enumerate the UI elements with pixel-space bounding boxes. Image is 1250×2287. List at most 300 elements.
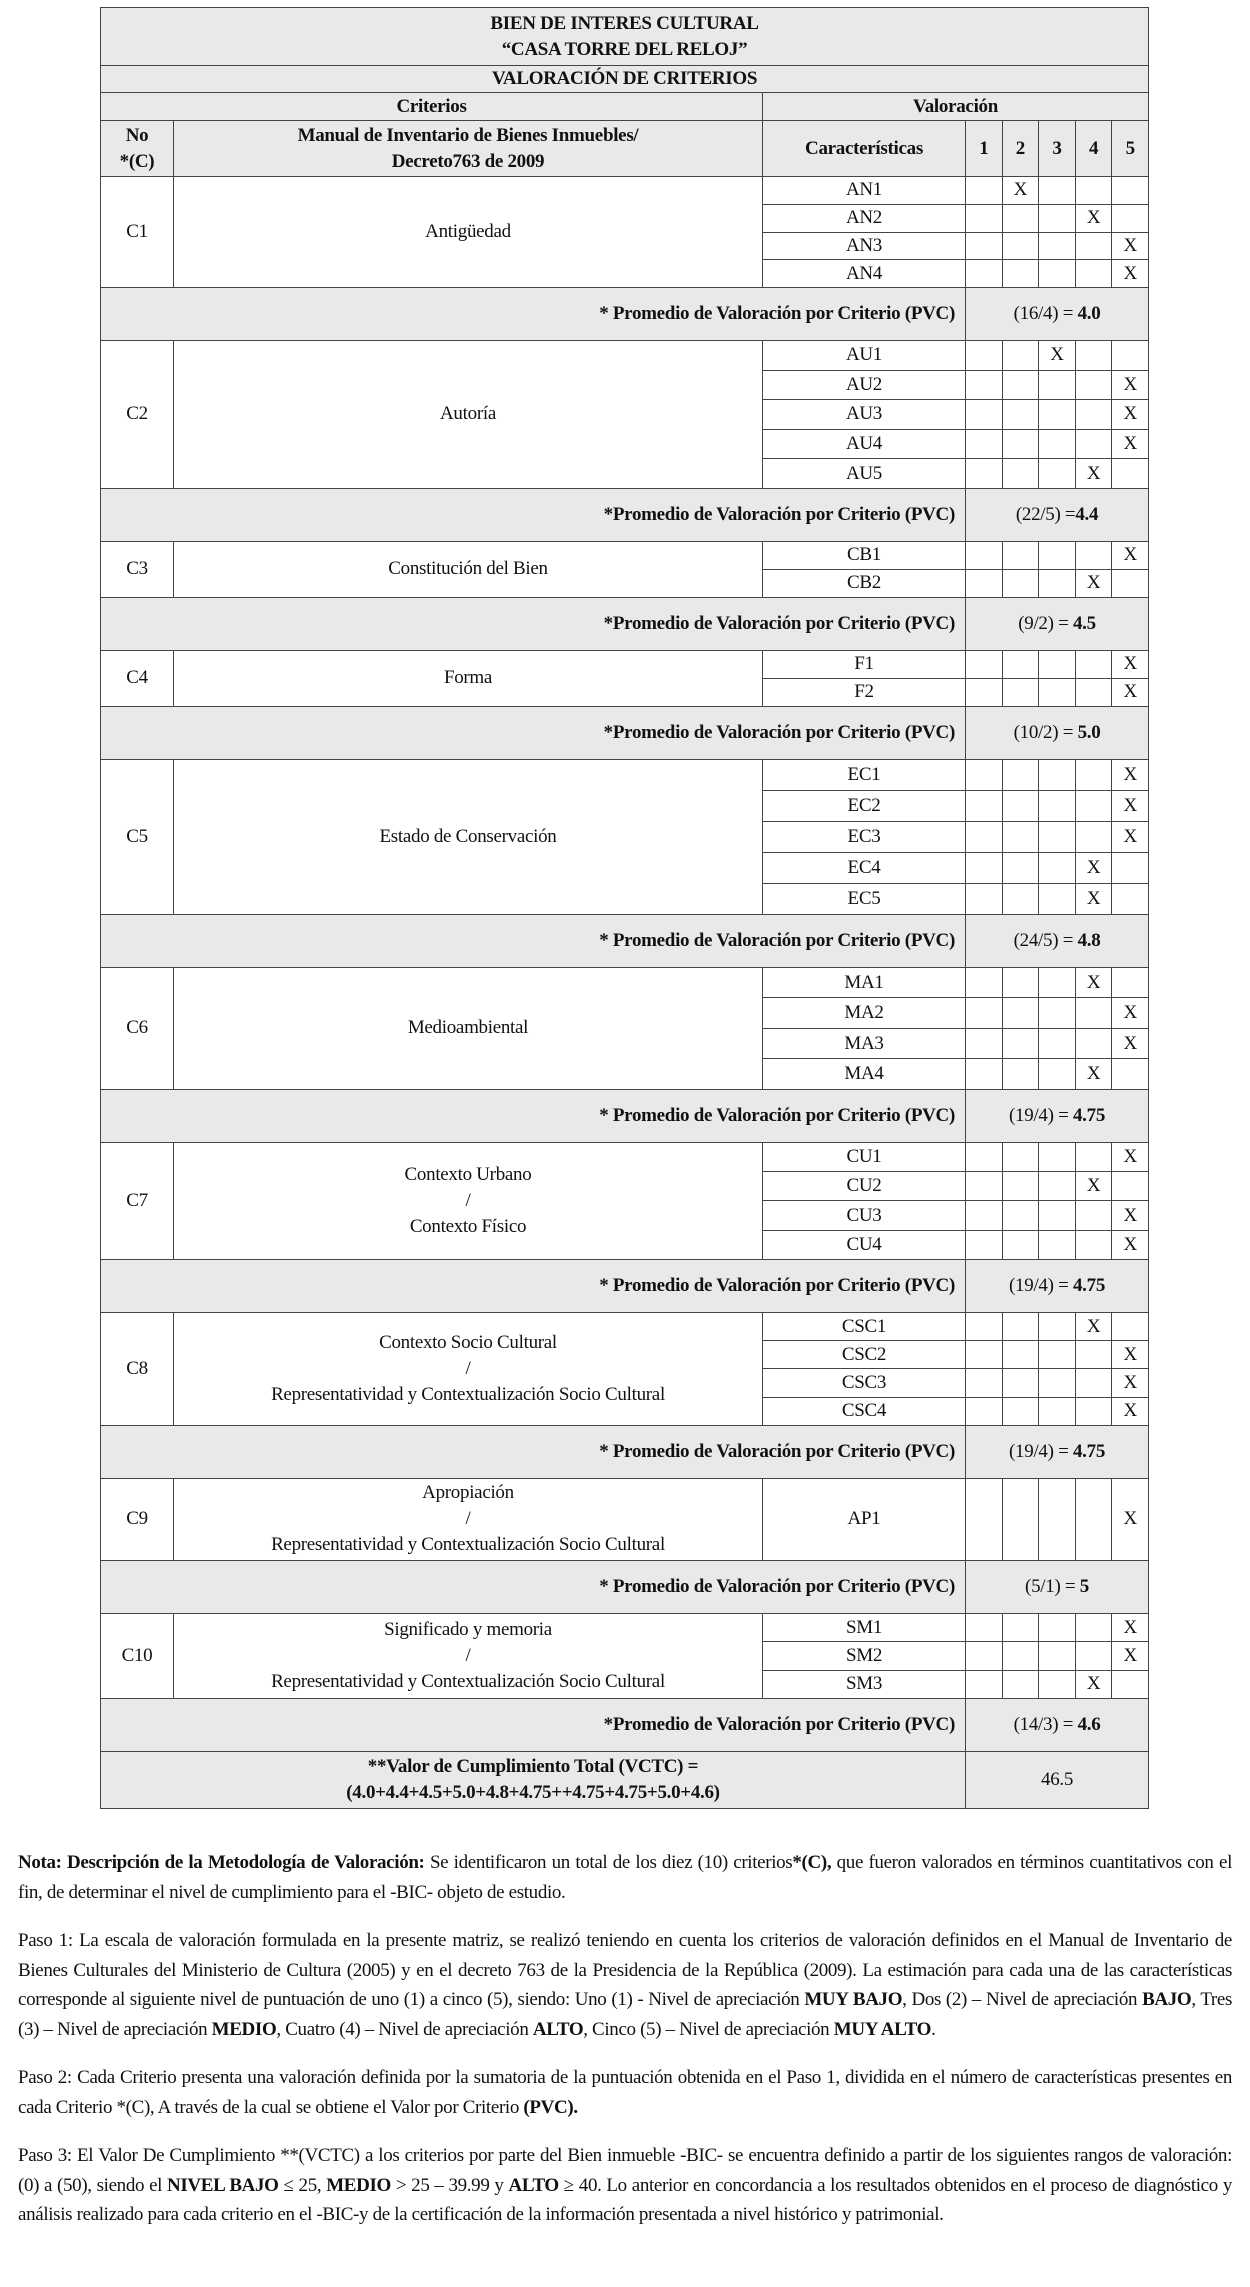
score-mark: X <box>1112 232 1149 260</box>
score-cell <box>1039 400 1076 430</box>
criterion-name <box>174 967 763 1089</box>
score-mark: X <box>1112 429 1149 459</box>
pvc-value <box>966 488 1149 541</box>
caracteristicas-header: Características <box>763 121 966 177</box>
score-cell <box>966 400 1003 430</box>
pvc-value <box>966 1259 1149 1312</box>
pvc-result: 5 <box>1079 1575 1089 1597</box>
score-cell <box>1112 177 1149 205</box>
characteristic-code: MA3 <box>763 1028 966 1059</box>
note-text: NIVEL BAJO <box>167 2174 279 2196</box>
score-cell <box>966 1369 1003 1397</box>
score-cell <box>966 1028 1003 1059</box>
note-text: ALTO <box>532 2018 584 2040</box>
score-mark: X <box>1112 1230 1149 1259</box>
score-cell <box>1075 821 1112 852</box>
score-cell <box>966 569 1003 597</box>
score-cell <box>1039 821 1076 852</box>
table-subtitle: VALORACIÓN DE CRITERIOS <box>101 66 1149 93</box>
pvc-calc: (22/5) = <box>1015 503 1076 525</box>
pvc-result: 4.0 <box>1077 303 1101 324</box>
score-cell <box>1039 232 1076 260</box>
characteristic-code: EC4 <box>763 852 966 883</box>
score-mark: X <box>1075 459 1112 489</box>
note-paragraph <box>18 1848 1232 1907</box>
characteristic-code: CU3 <box>763 1201 966 1230</box>
score-cell <box>1002 400 1039 430</box>
note-text: MUY ALTO <box>833 2018 932 2040</box>
score-cell <box>1075 678 1112 706</box>
note-text: Nota: Descripción de la Metodología de Valoración: <box>18 1852 425 1873</box>
score-cell <box>1002 1397 1039 1425</box>
pvc-row <box>101 488 1149 541</box>
criterion-name <box>174 341 763 489</box>
criterion-name-line: Autoría <box>440 403 496 425</box>
score-cell <box>1075 400 1112 430</box>
score-cell <box>1075 1369 1112 1397</box>
score-cell <box>1075 341 1112 371</box>
score-cell <box>1112 967 1149 998</box>
pvc-label: * Promedio de Valoración por Criterio (PVC) <box>101 1259 966 1312</box>
criterion-id: C3 <box>101 541 174 597</box>
score-mark: X <box>1112 678 1149 706</box>
note-text: que fueron valorados en términos cuantitativos con el fin, de determinar el nivel de cumplimiento para el -BIC- objeto de estudio. <box>18 1852 1232 1903</box>
score-cell <box>966 1059 1003 1090</box>
score-mark: X <box>1075 852 1112 883</box>
criterion-name-line: / <box>465 1644 471 1666</box>
score-cell <box>1112 1312 1149 1340</box>
note-paragraph <box>18 2063 1232 2122</box>
score-cell <box>966 204 1003 232</box>
pvc-row <box>101 288 1149 341</box>
characteristic-code: EC2 <box>763 790 966 821</box>
pvc-label: * Promedio de Valoración por Criterio (PVC) <box>101 1089 966 1142</box>
characteristic-code: EC3 <box>763 821 966 852</box>
note-text: . <box>931 2018 936 2040</box>
pvc-calc: (14/3) = <box>1013 1713 1078 1735</box>
total-value: 46.5 <box>966 1751 1149 1808</box>
score-cell <box>1075 232 1112 260</box>
score-mark: X <box>1112 650 1149 678</box>
score-cell <box>1039 1369 1076 1397</box>
score-cell <box>1039 1397 1076 1425</box>
score-cell <box>1002 1142 1039 1171</box>
score-cell <box>1002 341 1039 371</box>
scale-header: 1 <box>966 121 1003 177</box>
criterion-name-line: Forma <box>443 667 493 689</box>
score-mark: X <box>1112 370 1149 400</box>
score-cell <box>966 1642 1003 1670</box>
score-cell <box>966 341 1003 371</box>
pvc-value <box>966 706 1149 759</box>
score-mark: X <box>1075 1172 1112 1201</box>
score-cell <box>1075 790 1112 821</box>
score-cell <box>966 370 1003 400</box>
pvc-label: *Promedio de Valoración por Criterio (PVC) <box>101 488 966 541</box>
score-cell <box>1002 370 1039 400</box>
pvc-row <box>101 1425 1149 1478</box>
score-cell <box>966 1341 1003 1369</box>
score-cell <box>1112 883 1149 914</box>
criterion-name <box>174 1312 763 1425</box>
score-cell <box>1039 1642 1076 1670</box>
score-cell <box>1002 650 1039 678</box>
score-cell <box>1039 177 1076 205</box>
pvc-row <box>101 1560 1149 1613</box>
score-cell <box>1002 541 1039 569</box>
note-text: Se identificaron un total de los diez (10) criterios <box>424 1852 793 1873</box>
score-cell <box>1002 260 1039 288</box>
score-mark: X <box>1112 1397 1149 1425</box>
score-cell <box>1002 852 1039 883</box>
criterion-name <box>174 177 763 288</box>
score-cell <box>1075 1028 1112 1059</box>
criterion-name-line: Representatividad y Contextualización Socio Cultural <box>271 1534 665 1556</box>
score-cell <box>1039 790 1076 821</box>
score-cell <box>1112 204 1149 232</box>
score-cell <box>1002 678 1039 706</box>
pvc-result: 4.5 <box>1072 612 1096 634</box>
score-mark: X <box>1112 1142 1149 1171</box>
score-cell <box>966 459 1003 489</box>
criterion-row <box>101 650 1149 678</box>
score-cell <box>1039 459 1076 489</box>
score-mark: X <box>1112 821 1149 852</box>
characteristic-code: CU4 <box>763 1230 966 1259</box>
pvc-value <box>966 288 1149 341</box>
note-text: Paso 3: El Valor De Cumplimiento **(VCTC) a los criterios por parte del Bien inmueble -BIC- se encuentra definido a partir de los siguientes rangos de valoración: (0) a (50), siendo el <box>18 2145 1232 2196</box>
criterion-row <box>101 1312 1149 1340</box>
score-mark: X <box>1075 883 1112 914</box>
score-mark: X <box>1075 569 1112 597</box>
score-cell <box>1039 1059 1076 1090</box>
characteristic-code: AN2 <box>763 204 966 232</box>
criterion-row <box>101 759 1149 790</box>
score-cell <box>1039 541 1076 569</box>
score-cell <box>1002 1172 1039 1201</box>
characteristic-code: AU2 <box>763 370 966 400</box>
score-cell <box>1002 998 1039 1029</box>
characteristic-code: CSC2 <box>763 1341 966 1369</box>
score-cell <box>1075 1201 1112 1230</box>
score-cell <box>966 883 1003 914</box>
score-cell <box>1075 1613 1112 1641</box>
score-cell <box>966 790 1003 821</box>
score-cell <box>1039 569 1076 597</box>
pvc-value <box>966 597 1149 650</box>
score-cell <box>1002 1670 1039 1698</box>
score-mark: X <box>1112 1478 1149 1560</box>
characteristic-code: AN3 <box>763 232 966 260</box>
score-mark: X <box>1075 967 1112 998</box>
criterion-name-line: Estado de Conservación <box>379 825 557 847</box>
characteristic-code: SM3 <box>763 1670 966 1698</box>
characteristic-code: AN4 <box>763 260 966 288</box>
total-label-line: **Valor de Cumplimiento Total (VCTC) = <box>367 1755 699 1777</box>
score-cell <box>1075 998 1112 1029</box>
score-mark: X <box>1112 759 1149 790</box>
criterion-name <box>174 1613 763 1698</box>
criterion-name <box>174 650 763 706</box>
criterion-name-line: Representatividad y Contextualización Socio Cultural <box>271 1670 665 1692</box>
pvc-label: *Promedio de Valoración por Criterio (PVC) <box>101 597 966 650</box>
characteristic-code: AU5 <box>763 459 966 489</box>
criterion-row <box>101 177 1149 205</box>
criterion-name <box>174 1142 763 1259</box>
score-mark: X <box>1112 400 1149 430</box>
score-mark: X <box>1112 260 1149 288</box>
total-label <box>101 1751 966 1808</box>
pvc-calc: (19/4) = <box>1009 1104 1073 1126</box>
criterion-name <box>174 1478 763 1560</box>
criterion-name-line: Contexto Físico <box>409 1215 527 1237</box>
note-text: (PVC). <box>523 2096 578 2118</box>
pvc-label: * Promedio de Valoración por Criterio (PVC) <box>101 288 966 341</box>
score-cell <box>1039 1201 1076 1230</box>
criterion-id: C8 <box>101 1312 174 1425</box>
score-mark: X <box>1112 1613 1149 1641</box>
score-cell <box>1075 1642 1112 1670</box>
methodology-notes <box>18 1848 1232 2249</box>
characteristic-code: EC1 <box>763 759 966 790</box>
characteristic-code: CSC1 <box>763 1312 966 1340</box>
characteristic-code: MA2 <box>763 998 966 1029</box>
score-cell <box>1112 1670 1149 1698</box>
score-mark: X <box>1075 1059 1112 1090</box>
note-paragraph <box>18 2141 1232 2230</box>
score-cell <box>1112 459 1149 489</box>
pvc-calc: (5/1) = <box>1025 1575 1080 1597</box>
valoracion-header: Valoración <box>763 93 1149 121</box>
criterion-row <box>101 1613 1149 1641</box>
score-cell <box>1039 1670 1076 1698</box>
pvc-result: 4.4 <box>1075 503 1099 525</box>
score-cell <box>1002 1369 1039 1397</box>
criterion-name-line: Medioambiental <box>407 1017 529 1039</box>
score-cell <box>966 1201 1003 1230</box>
criterion-row <box>101 1478 1149 1560</box>
score-cell <box>1002 1312 1039 1340</box>
score-mark: X <box>1075 1312 1112 1340</box>
score-cell <box>1002 232 1039 260</box>
score-cell <box>1002 759 1039 790</box>
note-text: , Tres (3) – Nivel de apreciación <box>18 1989 1233 2040</box>
pvc-calc: (19/4) = <box>1009 1440 1073 1462</box>
score-cell <box>966 1613 1003 1641</box>
score-mark: X <box>1112 790 1149 821</box>
pvc-label: *Promedio de Valoración por Criterio (PVC) <box>101 706 966 759</box>
score-cell <box>966 232 1003 260</box>
score-cell <box>1039 260 1076 288</box>
total-row <box>101 1751 1149 1808</box>
characteristic-code: CB1 <box>763 541 966 569</box>
characteristic-code: MA1 <box>763 967 966 998</box>
score-cell <box>1039 370 1076 400</box>
score-cell <box>966 541 1003 569</box>
pvc-row <box>101 1698 1149 1751</box>
score-mark: X <box>1075 1670 1112 1698</box>
score-cell <box>1039 1341 1076 1369</box>
criterion-name <box>174 541 763 597</box>
characteristic-code: EC5 <box>763 883 966 914</box>
score-cell <box>1039 678 1076 706</box>
characteristic-code: CU1 <box>763 1142 966 1171</box>
score-cell <box>966 1172 1003 1201</box>
scale-header: 2 <box>1002 121 1039 177</box>
characteristic-code: F1 <box>763 650 966 678</box>
criterion-id: C2 <box>101 341 174 489</box>
pvc-result: 4.75 <box>1072 1440 1106 1462</box>
score-cell <box>1002 1201 1039 1230</box>
note-text: , Cuatro (4) – Nivel de apreciación <box>276 2018 533 2040</box>
score-cell <box>1002 1059 1039 1090</box>
criterion-id: C6 <box>101 967 174 1089</box>
score-mark: X <box>1002 177 1039 205</box>
score-cell <box>1112 341 1149 371</box>
score-cell <box>1002 883 1039 914</box>
valuation-table <box>100 7 1149 1809</box>
characteristic-code: AU3 <box>763 400 966 430</box>
criterion-id: C4 <box>101 650 174 706</box>
criterion-name-line: Representatividad y Contextualización Socio Cultural <box>271 1383 665 1405</box>
criterion-name-line: / <box>465 1357 471 1379</box>
score-cell <box>1002 1478 1039 1560</box>
score-cell <box>1039 852 1076 883</box>
characteristic-code: F2 <box>763 678 966 706</box>
score-cell <box>1002 1642 1039 1670</box>
pvc-row <box>101 706 1149 759</box>
score-cell <box>1039 1142 1076 1171</box>
score-cell <box>1075 541 1112 569</box>
characteristic-code: MA4 <box>763 1059 966 1090</box>
score-cell <box>1112 569 1149 597</box>
criterion-name-line: Contexto Socio Cultural <box>379 1331 557 1353</box>
note-text: Paso 2: Cada Criterio presenta una valoración definida por la sumatoria de la puntuación obtenida en el Paso 1, dividida en el número de características presentes en cada Criterio *(C), A través de la cual se obtiene el Valor por Criterio <box>18 2067 1232 2118</box>
score-cell <box>1002 1341 1039 1369</box>
score-cell <box>1075 759 1112 790</box>
score-cell <box>966 1478 1003 1560</box>
score-mark: X <box>1112 1341 1149 1369</box>
criterion-id: C10 <box>101 1613 174 1698</box>
pvc-value <box>966 914 1149 967</box>
pvc-row <box>101 597 1149 650</box>
score-cell <box>1039 1230 1076 1259</box>
score-cell <box>1039 1613 1076 1641</box>
score-cell <box>1002 1613 1039 1641</box>
note-text: MEDIO <box>326 2174 391 2196</box>
score-mark: X <box>1112 998 1149 1029</box>
score-cell <box>1002 459 1039 489</box>
score-cell <box>1075 1341 1112 1369</box>
criterion-id: C5 <box>101 759 174 914</box>
score-cell <box>1039 1028 1076 1059</box>
score-cell <box>1002 1230 1039 1259</box>
characteristic-code: SM1 <box>763 1613 966 1641</box>
characteristic-code: AU4 <box>763 429 966 459</box>
criterion-name-line: Contexto Urbano <box>404 1163 532 1185</box>
note-text: Paso 1: La escala de valoración formulada en la presente matriz, se realizó teniendo en cuenta los criterios de valoración definidos en el Manual de Inventario de Bienes Culturales del Ministerio de Cultura (2005) y en el decreto 763 de la Presidencia de la República (2009). La estimación para cada una de las características corresponde al siguiente nivel de puntuación de uno (1) a cinco (5), siendo: Uno (1) - Nivel de apreciación <box>18 1930 1232 2010</box>
no-header: No *(C) <box>101 121 174 177</box>
score-cell <box>966 650 1003 678</box>
score-cell <box>1039 759 1076 790</box>
pvc-result: 5.0 <box>1077 721 1101 743</box>
criterion-name-line: Constitución del Bien <box>388 558 548 580</box>
note-text: MEDIO <box>211 2018 277 2040</box>
characteristic-code: CSC3 <box>763 1369 966 1397</box>
criterion-row <box>101 341 1149 371</box>
pvc-label: * Promedio de Valoración por Criterio (PVC) <box>101 1560 966 1613</box>
scale-header: 5 <box>1112 121 1149 177</box>
scale-header: 3 <box>1039 121 1076 177</box>
criterion-row <box>101 967 1149 998</box>
score-cell <box>1075 260 1112 288</box>
score-cell <box>1039 1172 1076 1201</box>
pvc-calc: (9/2) = <box>1018 612 1073 634</box>
score-cell <box>966 1312 1003 1340</box>
score-cell <box>1075 1478 1112 1560</box>
score-mark: X <box>1039 341 1076 371</box>
score-cell <box>966 260 1003 288</box>
score-cell <box>1075 177 1112 205</box>
characteristic-code: CB2 <box>763 569 966 597</box>
pvc-calc: (19/4) = <box>1009 1274 1073 1296</box>
pvc-result: 4.6 <box>1077 1713 1101 1735</box>
scale-header: 4 <box>1075 121 1112 177</box>
pvc-calc: (16/4) = <box>1013 303 1078 324</box>
score-cell <box>1075 650 1112 678</box>
score-cell <box>966 967 1003 998</box>
characteristic-code: AP1 <box>763 1478 966 1560</box>
pvc-row <box>101 1089 1149 1142</box>
criterion-id: C9 <box>101 1478 174 1560</box>
note-text: ≤ 25, <box>278 2174 327 2196</box>
score-cell <box>966 759 1003 790</box>
score-cell <box>1075 1142 1112 1171</box>
score-cell <box>1039 650 1076 678</box>
score-mark: X <box>1112 1201 1149 1230</box>
pvc-label: *Promedio de Valoración por Criterio (PVC) <box>101 1698 966 1751</box>
score-cell <box>1112 852 1149 883</box>
criterion-name-line: Significado y memoria <box>384 1618 552 1640</box>
score-cell <box>966 821 1003 852</box>
note-text: BAJO <box>1142 1989 1192 2010</box>
criterion-id: C7 <box>101 1142 174 1259</box>
score-mark: X <box>1075 204 1112 232</box>
criterion-name-line: Antigüedad <box>425 221 511 242</box>
score-cell <box>1075 370 1112 400</box>
criterion-name <box>174 759 763 914</box>
criterion-name-line: / <box>465 1508 471 1530</box>
score-cell <box>1039 967 1076 998</box>
score-cell <box>966 1142 1003 1171</box>
manual-header: Manual de Inventario de Bienes Inmuebles/ Decreto763 de 2009 <box>174 121 763 177</box>
score-cell <box>1002 569 1039 597</box>
criterion-name-line: Apropiación <box>422 1482 514 1504</box>
total-formula: (4.0+4.4+4.5+5.0+4.8+4.75++4.75+4.75+5.0+4.6) <box>346 1781 720 1803</box>
score-cell <box>966 177 1003 205</box>
pvc-value <box>966 1560 1149 1613</box>
note-paragraph <box>18 1926 1232 2044</box>
score-cell <box>1039 883 1076 914</box>
pvc-value <box>966 1698 1149 1751</box>
characteristic-code: AN1 <box>763 177 966 205</box>
score-cell <box>1002 967 1039 998</box>
criterion-id: C1 <box>101 177 174 288</box>
characteristic-code: CU2 <box>763 1172 966 1201</box>
score-cell <box>966 998 1003 1029</box>
score-cell <box>966 678 1003 706</box>
score-cell <box>1002 204 1039 232</box>
